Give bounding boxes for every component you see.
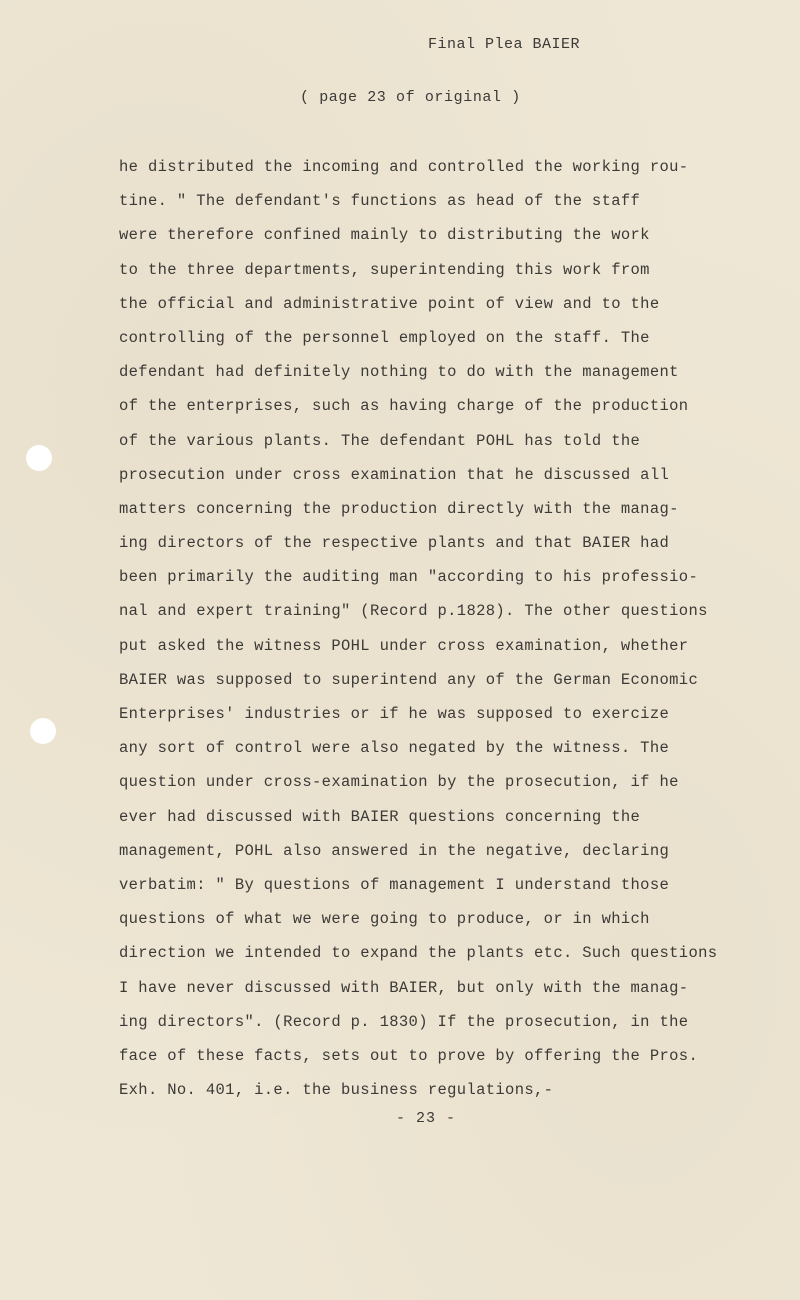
document-title: Final Plea BAIER (428, 36, 581, 53)
punch-hole-top (26, 445, 52, 471)
text-line: he distributed the incoming and controlled the working rou- (119, 158, 689, 176)
text-line: defendant had definitely nothing to do with the management (119, 363, 679, 382)
text-line: matters concerning the production directly with the manag- (119, 499, 679, 518)
text-line: ing directors". (Record p. 1830) If the prosecution, in the (119, 1012, 689, 1031)
text-line: the official and administrative point of view and to the (119, 294, 660, 313)
text-line: BAIER was supposed to superintend any of the German Economic (119, 670, 699, 689)
text-line: ing directors of the respective plants and that BAIER had (119, 534, 670, 553)
text-line: question under cross-examination by the prosecution, if he (119, 773, 679, 792)
text-line: any sort of control were also negated by the witness. The (119, 739, 670, 758)
text-line: put asked the witness POHL under cross examination, whether (119, 636, 689, 655)
text-line: direction we intended to expand the plants etc. Such questions (119, 944, 718, 963)
text-line: to the three departments, superintending this work from (119, 260, 650, 279)
text-line: controlling of the personnel employed on the staff. The (119, 328, 650, 347)
text-line: of the enterprises, such as having charge of the production (119, 397, 689, 416)
text-line: ever had discussed with BAIER questions concerning the (119, 807, 641, 826)
text-line: verbatim: " By questions of management I understand those (119, 875, 670, 894)
text-line: management, POHL also answered in the negative, declaring (119, 841, 670, 860)
text-line: I have never discussed with BAIER, but only with the manag- (119, 978, 689, 997)
text-line: prosecution under cross examination that he discussed all (119, 465, 670, 484)
punch-hole-bottom (30, 718, 56, 744)
text-line: of the various plants. The defendant POHL has told the (119, 431, 641, 450)
text-line: tine. " The defendant's functions as head of the staff (119, 192, 641, 211)
page-reference: ( page 23 of original ) (300, 89, 521, 106)
text-line: been primarily the auditing man "according to his professio- (119, 568, 699, 587)
body-text (119, 150, 744, 1107)
text-line: Exh. No. 401, i.e. the business regulations,- (119, 1081, 554, 1100)
page-number: - 23 - (396, 1110, 457, 1127)
text-line: Enterprises' industries or if he was supposed to exercize (119, 705, 670, 723)
text-line: nal and expert training" (Record p.1828). The other questions (119, 602, 708, 621)
text-line: were therefore confined mainly to distributing the work (119, 226, 650, 245)
text-line: face of these facts, sets out to prove by offering the Pros. (119, 1046, 699, 1065)
text-line: questions of what we were going to produce, or in which (119, 910, 650, 929)
